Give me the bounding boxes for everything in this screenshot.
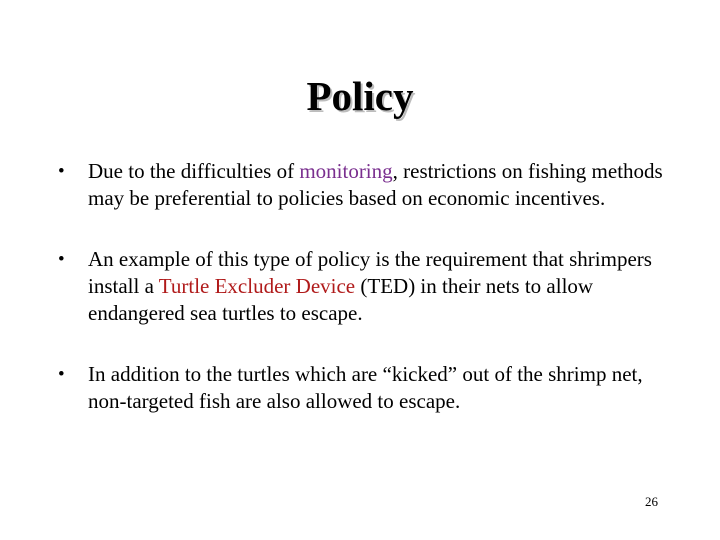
bullet-icon: • (58, 364, 65, 385)
highlight-monitoring: monitoring (299, 159, 393, 183)
slide-title: Policy (306, 73, 414, 119)
bullet-text-before: Due to the difficulties of (88, 159, 300, 183)
page-number: 26 (645, 494, 658, 509)
bullet-item (56, 158, 676, 212)
bullet-item (56, 246, 676, 327)
bullet-icon: • (58, 249, 65, 270)
bullet-text-after: (TED) in their nets to allow endangered sea turtles to escape. (88, 274, 594, 325)
highlight-turtle-excluder-device: Turtle Excluder Device (158, 274, 356, 298)
bullet-text-before: An example of this type of policy is the requirement that shrimpers install a (88, 247, 652, 298)
bullet-text-after: , restrictions on fishing methods may be preferential to policies based on economic incentives. (88, 159, 663, 210)
bullet-icon: • (58, 161, 65, 182)
bullet-item (56, 361, 676, 415)
bullet-list (56, 158, 676, 449)
bullet-text: In addition to the turtles which are “kicked” out of the shrimp net, non-targeted fish are also allowed to escape. (88, 362, 643, 413)
